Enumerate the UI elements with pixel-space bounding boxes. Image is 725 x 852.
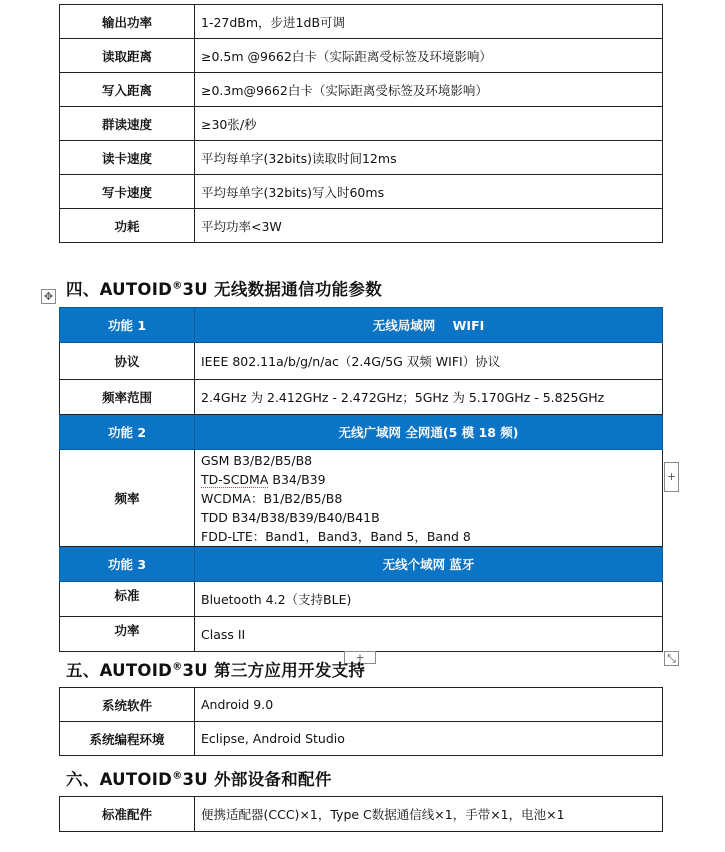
table-row xyxy=(60,450,663,547)
system-software-label: 系统软件 xyxy=(60,688,195,722)
section-heading-6 xyxy=(66,766,332,790)
frequency-label: 频率 xyxy=(60,450,195,547)
row-label: 读卡速度 xyxy=(60,141,195,175)
table-row xyxy=(60,722,663,756)
table-row xyxy=(60,175,663,209)
row-label: 读取距离 xyxy=(60,39,195,73)
frequency-range-label: 频率范围 xyxy=(60,380,195,415)
table-row xyxy=(60,39,663,73)
row-value: 1-27dBm，步进1dB可调 xyxy=(195,5,663,39)
row-value: ≥30张/秒 xyxy=(195,107,663,141)
section-heading-5 xyxy=(66,657,365,681)
function-3-label: 功能 3 xyxy=(60,547,195,582)
row-label: 功耗 xyxy=(60,209,195,243)
protocol-label: 协议 xyxy=(60,343,195,380)
table-row xyxy=(60,617,663,652)
programming-env-label: 系统编程环境 xyxy=(60,722,195,756)
table-header-row xyxy=(60,415,663,450)
standard-label: 标准 xyxy=(60,582,195,617)
add-column-icon[interactable]: + xyxy=(664,462,679,492)
table-row xyxy=(60,582,663,617)
table-row xyxy=(60,797,663,832)
standard-accessories-label: 标准配件 xyxy=(60,797,195,832)
heading-suffix: 3U 第三方应用开发支持 xyxy=(182,661,366,680)
row-label: 写入距离 xyxy=(60,73,195,107)
row-value: ≥0.3m@9662白卡（实际距离受标签及环境影响） xyxy=(195,73,663,107)
heading-prefix: 四、AUTOID xyxy=(66,280,173,299)
table-move-handle-icon[interactable]: ✥ xyxy=(41,289,56,304)
band-line: FDD-LTE：Band1，Band3，Band 5，Band 8 xyxy=(201,528,471,544)
function-1-label: 功能 1 xyxy=(60,308,195,343)
table-row xyxy=(60,5,663,39)
dev-support-table xyxy=(59,687,663,756)
add-row-icon[interactable]: + xyxy=(344,651,376,664)
band-line xyxy=(201,470,656,489)
heading-suffix: 3U 外部设备和配件 xyxy=(182,770,332,789)
table-row xyxy=(60,343,663,380)
frequency-bands xyxy=(195,450,663,547)
row-value: 平均每单字(32bits)写入时60ms xyxy=(195,175,663,209)
table-row xyxy=(60,688,663,722)
accessories-table xyxy=(59,796,663,832)
registered-mark: ® xyxy=(172,770,183,782)
heading-prefix: 五、AUTOID xyxy=(66,661,173,680)
table-row xyxy=(60,380,663,415)
row-value: ≥0.5m @9662白卡（实际距离受标签及环境影响） xyxy=(195,39,663,73)
power-label: 功率 xyxy=(60,617,195,652)
device-params-table xyxy=(59,4,663,243)
protocol-value: IEEE 802.11a/b/g/n/ac（2.4G/5G 双频 WIFI）协议 xyxy=(195,343,663,380)
band-line: GSM B3/B2/B5/B8 xyxy=(201,452,313,468)
function-2-title: 无线广域网 全网通(5 模 18 频) xyxy=(195,415,663,450)
row-label: 写卡速度 xyxy=(60,175,195,209)
table-header-row xyxy=(60,308,663,343)
table-header-row xyxy=(60,547,663,582)
band-line-part: B34/B39 xyxy=(268,471,326,487)
function-1-title: 无线局域网 WIFI xyxy=(195,308,663,343)
table-resize-icon[interactable]: ⤡ xyxy=(664,651,679,666)
table-row xyxy=(60,73,663,107)
standard-value: Bluetooth 4.2（支持BLE) xyxy=(195,582,663,617)
row-value: 平均每单字(32bits)读取时间12ms xyxy=(195,141,663,175)
standard-accessories-value: 便携适配器(CCC)×1，Type C数据通信线×1，手带×1，电池×1 xyxy=(195,797,663,832)
registered-mark: ® xyxy=(172,280,183,292)
system-software-value: Android 9.0 xyxy=(195,688,663,722)
table-row xyxy=(60,209,663,243)
wireless-params-table xyxy=(59,307,663,652)
registered-mark: ® xyxy=(172,661,183,673)
band-line: WCDMA：B1/B2/B5/B8 xyxy=(201,490,343,506)
row-label: 输出功率 xyxy=(60,5,195,39)
power-value: Class II xyxy=(195,617,663,652)
band-line: TDD B34/B38/B39/B40/B41B xyxy=(201,509,380,525)
heading-suffix: 3U 无线数据通信功能参数 xyxy=(182,280,383,299)
programming-env-value: Eclipse, Android Studio xyxy=(195,722,663,756)
section-heading-4 xyxy=(66,276,382,300)
heading-prefix: 六、AUTOID xyxy=(66,770,173,789)
row-value: 平均功率<3W xyxy=(195,209,663,243)
band-line-part: TD-SCDMA xyxy=(201,471,269,487)
table-row xyxy=(60,141,663,175)
row-label: 群读速度 xyxy=(60,107,195,141)
table-row xyxy=(60,107,663,141)
function-3-title: 无线个域网 蓝牙 xyxy=(195,547,663,582)
frequency-range-value: 2.4GHz 为 2.412GHz - 2.472GHz；5GHz 为 5.170GHz - 5.825GHz xyxy=(195,380,663,415)
function-2-label: 功能 2 xyxy=(60,415,195,450)
